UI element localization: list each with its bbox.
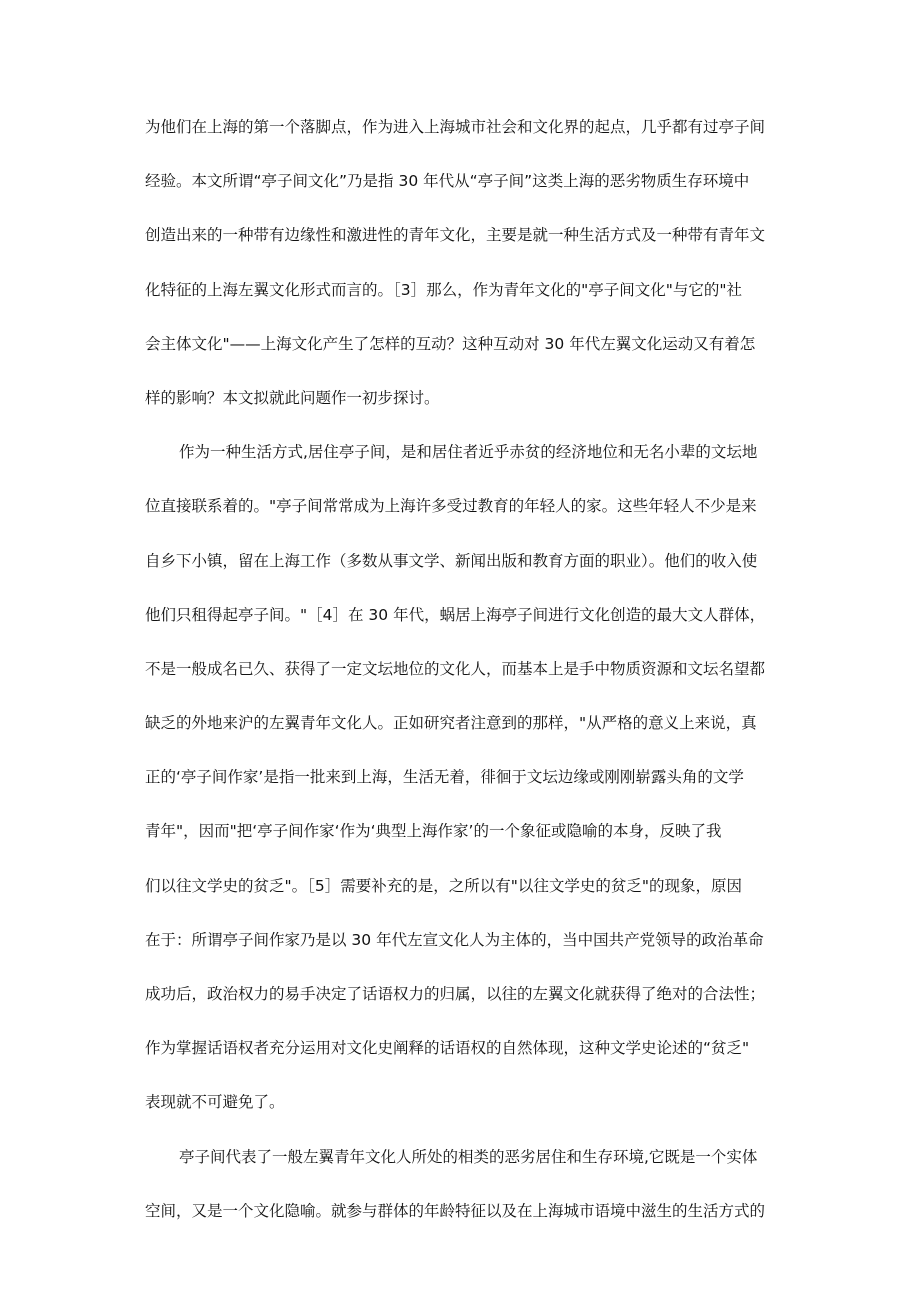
text-line: 作为掌握话语权者充分运用对文化史阐释的话语权的自然体现，这种文学史论述的“贫乏" <box>145 1039 750 1058</box>
text-line: 为他们在上海的第一个落脚点，作为进入上海城市社会和文化界的起点，几乎都有过亭子间 <box>145 118 766 136</box>
text-line: 缺乏的外地来沪的左翼青年文化人。正如研究者注意到的那样，"从严格的意义上来说，真 <box>145 714 757 733</box>
text-line: 们以往文学史的贫乏"。［5］需要补充的是，之所以有"以往文学史的贫乏"的现象，原因 <box>145 876 743 895</box>
text-line: 经验。本文所谓“亭子间文化”乃是指 30 年代从“亭子间”这类上海的恶劣物质生存环境中 <box>145 172 750 191</box>
text-line: 成功后，政治权力的易手决定了话语权力的归属，以往的左翼文化就获得了绝对的合法性； <box>145 985 766 1003</box>
text-line: 化特征的上海左翼文化形式而言的。［3］那么，作为青年文化的"亭子间文化"与它的"社 <box>145 280 743 299</box>
text-line: 会主体文化"——上海文化产生了怎样的互动？这种互动对 30 年代左翼文化运动又有着怎 <box>145 334 756 353</box>
text-line: 空间，又是一个文化隐喻。就参与群体的年龄特征以及在上海城市语境中滋生的生活方式的 <box>145 1201 766 1220</box>
text-line: 自乡下小镇，留在上海工作（多数从事文学、新闻出版和教育方面的职业）。他们的收入使 <box>145 551 758 570</box>
text-line: 正的‘亭子间作家’是指一批来到上海，生活无着，徘徊于文坛边缘或刚刚崭露头角的文学 <box>145 768 744 787</box>
document-page <box>145 100 785 1238</box>
text-line: 位直接联系着的。"亭子间常常成为上海许多受过教育的年轻人的家。这些年轻人不少是来 <box>145 497 757 516</box>
text-line: 表现就不可避免了。 <box>145 1093 285 1112</box>
paragraph-2 <box>145 425 785 1129</box>
text-line: 在于：所谓亭子间作家乃是以 30 年代左宣文化人为主体的，当中国共产党领导的政治革命 <box>145 930 764 949</box>
text-line: 他们只租得起亭子间。"［4］在 30 年代，蜗居上海亭子间进行文化创造的最大文人群体， <box>145 605 766 624</box>
text-line: 亭子间代表了一般左翼青年文化人所处的相类的恶劣居住和生存环境,它既是一个实体 <box>179 1147 758 1166</box>
text-line: 作为一种生活方式,居住亭子间，是和居住者近乎赤贫的经济地位和无名小辈的文坛地 <box>179 443 758 462</box>
text-line: 创造出来的一种带有边缘性和激进性的青年文化，主要是就一种生活方式及一种带有青年文 <box>145 226 766 245</box>
text-line: 青年"，因而"把‘亭子间作家‘作为‘典型上海作家’的一个象征或隐喻的本身，反映了我 <box>145 822 722 841</box>
text-line: 样的影响？本文拟就此问题作一初步探讨。 <box>145 388 440 407</box>
paragraph-3 <box>145 1130 785 1238</box>
paragraph-1 <box>145 100 785 425</box>
text-line: 不是一般成名已久、获得了一定文坛地位的文化人，而基本上是手中物质资源和文坛名望都 <box>145 659 766 678</box>
